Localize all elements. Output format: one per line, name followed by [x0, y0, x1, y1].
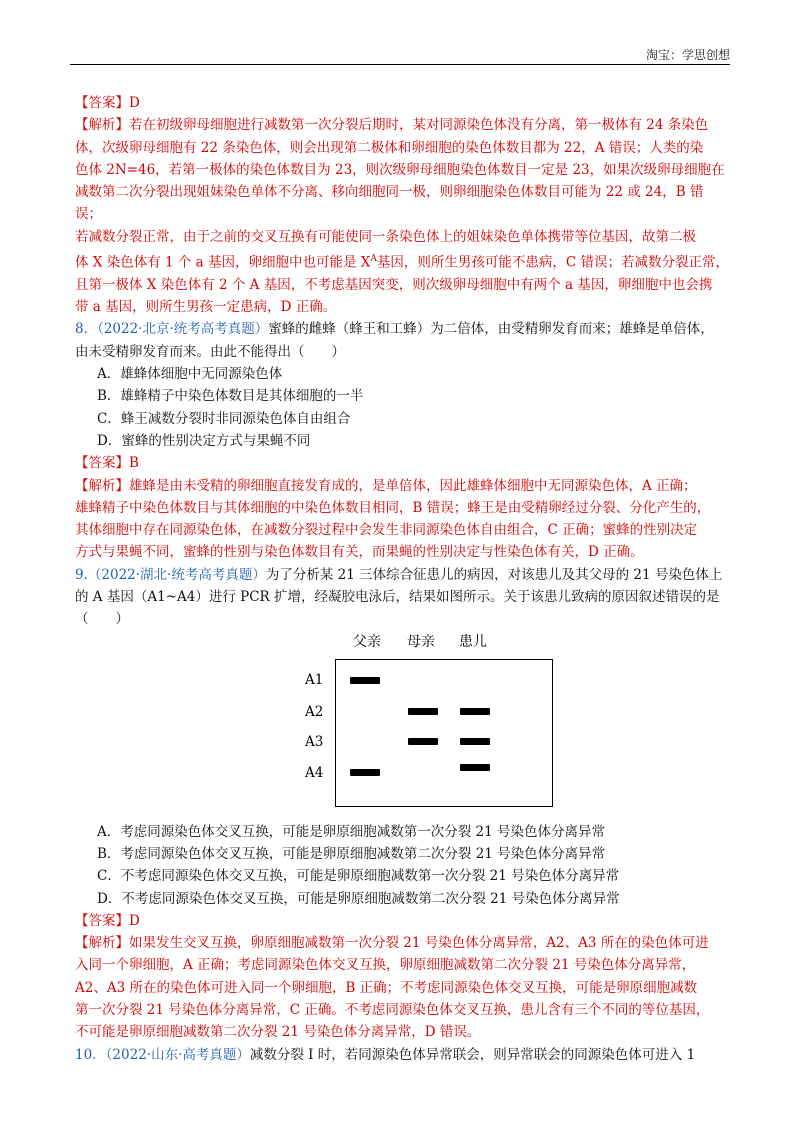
- page-header: [70, 42, 730, 65]
- q9-option-b: B．考虑同源染色体交叉互换，可能是卵原细胞减数第二次分裂 21 号染色体分离异常: [97, 845, 606, 862]
- q7-analysis-line: 色体 2N=46，若第一极体的染色体数目为 23，则次级卵母细胞染色体数目一定是 23，如果次级卵母细胞在: [75, 161, 725, 178]
- q9-analysis-line: 入同一个卵细胞，A 正确；考虑同源染色体交叉互换，卵原细胞减数第二次分裂 21 号染色体分离异常，: [75, 957, 696, 974]
- band-mother-a2: [408, 708, 438, 715]
- q8-number: 8．: [75, 321, 98, 338]
- gel-row-a4: A4: [305, 764, 324, 781]
- q7-answer: 【答案】D: [75, 95, 140, 111]
- band-mother-a3: [408, 738, 438, 745]
- q8-option-a: A．雄蜂体细胞中无同源染色体: [97, 366, 283, 383]
- gel-column-mother: 母亲: [407, 633, 435, 650]
- q10-stem-text: 减数分裂 I 时，若同源染色体异常联会，则异常联会的同源染色体可进入 1: [249, 1046, 696, 1063]
- q10-stem: [75, 1044, 730, 1066]
- gel-row-a2: A2: [305, 703, 324, 720]
- q8-analysis-line: 雄蜂精子中染色体数目与其体细胞的中染色体数目相同，B 错误；蜂王是由受精卵经过分裂、分化产生的，: [75, 499, 711, 516]
- gel-electrophoresis-figure: [75, 631, 730, 821]
- q7-analysis-line: 带 a 基因，则所生男孩一定患病，D 正确。: [75, 299, 337, 316]
- q9-stem-line: 的 A 基因（A1~A4）进行 PCR 扩增，经凝胶电泳后，结果如图所示。关于该患儿致病的原因叙述错误的是: [75, 589, 720, 606]
- band-child-a2: [460, 708, 490, 715]
- q7-analysis-line: 且第一极体 X 染色体有 2 个 A 基因，不考虑基因突变，则次级卵母细胞中有两个 a 基因，卵细胞中也会携: [75, 276, 713, 293]
- q9-option-c: C．不考虑同源染色体交叉互换，可能是卵原细胞减数第一次分裂 21 号染色体分离异常: [97, 868, 620, 885]
- q9-option-d: D．不考虑同源染色体交叉互换，可能是卵原细胞减数第二次分裂 21 号染色体分离异常: [97, 890, 620, 907]
- q9-stem: [75, 564, 730, 586]
- q10-number: 10．: [75, 1046, 106, 1063]
- gel-row-a3: A3: [305, 733, 324, 750]
- q9-number: 9.: [75, 566, 88, 583]
- q7-analysis-part: 基因，则所生男孩可能不患病，C 错误；若减数分裂正常，: [376, 254, 730, 271]
- q9-option-a: A．考虑同源染色体交叉互换，可能是卵原细胞减数第一次分裂 21 号染色体分离异常: [97, 823, 606, 840]
- q9-answer: 【答案】D: [75, 912, 140, 929]
- q8-option-b: B．雄蜂精子中染色体数目是其体细胞的一半: [97, 388, 364, 405]
- q7-analysis-line: 误；: [75, 206, 102, 223]
- q9-analysis-line: 不可能是卵原细胞减数第二次分裂 21 号染色体分离异常，D 错误。: [75, 1024, 481, 1041]
- q8-analysis-line: 【解析】雄蜂是由未受精的卵细胞直接发育成的，是单倍体，因此雄蜂体细胞中无同源染色体，A 正确；: [75, 477, 697, 494]
- header-brand: 淘宝：学思创想: [645, 48, 730, 62]
- q7-superscript: A: [370, 254, 377, 265]
- document-body: [75, 92, 730, 1066]
- q7-analysis-part: 体 X 染色体有 1 个 a 基因，卵细胞中也可能是 X: [75, 254, 371, 271]
- q9-source: （2022·湖北·统考高考真题）: [87, 566, 266, 583]
- q10-source: （2022·山东·高考真题）: [105, 1046, 250, 1063]
- q8-stem-line: 由未受精卵发育而来。由此不能得出（ ）: [75, 343, 345, 360]
- q8-stem-text: 蜜蜂的雌蜂（蜂王和工蜂）为二倍体，由受精卵发育而来；雄蜂是单倍体，: [268, 321, 714, 338]
- q8-analysis-line: 其体细胞中存在同源染色体，在减数分裂过程中会发生非同源染色体自由组合，C 正确；蜜蜂的性别决定: [75, 522, 698, 539]
- gel-row-a1: A1: [305, 671, 324, 688]
- q8-analysis-line: 方式与果蝇不同，蜜蜂的性别与染色体数目有关，而果蝇的性别决定与性染色体有关，D 正确。: [75, 544, 644, 561]
- q7-analysis-line: 减数第二次分裂出现姐妹染色单体不分离、移向细胞同一极，则卵细胞染色体数目可能为 22 或 24，B 错: [75, 184, 704, 201]
- band-father-a4: [350, 769, 380, 776]
- band-child-a3: [460, 738, 490, 745]
- q8-stem: [75, 318, 730, 340]
- q9-analysis-line: 【解析】如果发生交叉互换，卵原细胞减数第一次分裂 21 号染色体分离异常，A2、A3 所在的染色体可进: [75, 935, 709, 952]
- q8-option-c: C．蜂王减数分裂时非同源染色体自由组合: [97, 410, 351, 427]
- q8-answer: 【答案】B: [75, 455, 139, 472]
- gel-column-father: 父亲: [353, 633, 381, 650]
- q8-source: （2022·北京·统考高考真题）: [97, 321, 269, 338]
- q7-analysis-line: [75, 248, 730, 274]
- band-child-a4: [460, 764, 490, 771]
- band-father-a1: [350, 677, 380, 684]
- gel-column-child: 患儿: [459, 633, 487, 650]
- q9-stem-text: 为了分析某 21 三体综合征患儿的病因，对该患儿及其父母的 21 号染色体上: [265, 566, 723, 583]
- q7-analysis-line: 体，次级卵母细胞有 22 条染色体，则会出现第二极体和卵细胞的染色体数目都为 22，A 错误；人类的染: [75, 139, 704, 156]
- q9-analysis-line: 第一次分裂 21 号染色体分离异常，C 正确。不考虑同源染色体交叉互换，患儿含有三个不同的等位基因，: [75, 1002, 710, 1018]
- q8-option-d: D．蜜蜂的性别决定方式与果蝇不同: [97, 432, 311, 449]
- q9-stem-line: （ ）: [75, 611, 129, 628]
- q7-analysis-line: 若减数分裂正常，由于之前的交叉互换有可能使同一条染色体上的姐妹染色单体携带等位基因，故第二极: [75, 228, 696, 245]
- gel-frame: [335, 659, 553, 807]
- q9-analysis-line: A2、A3 所在的染色体可进入同一个卵细胞，B 正确；不考虑同源染色体交叉互换，可能是卵原细胞减数: [75, 979, 698, 996]
- q7-analysis-line: 【解析】若在初级卵母细胞进行减数第一次分裂后期时，某对同源染色体没有分离，第一极体有 24 条染色: [75, 117, 709, 134]
